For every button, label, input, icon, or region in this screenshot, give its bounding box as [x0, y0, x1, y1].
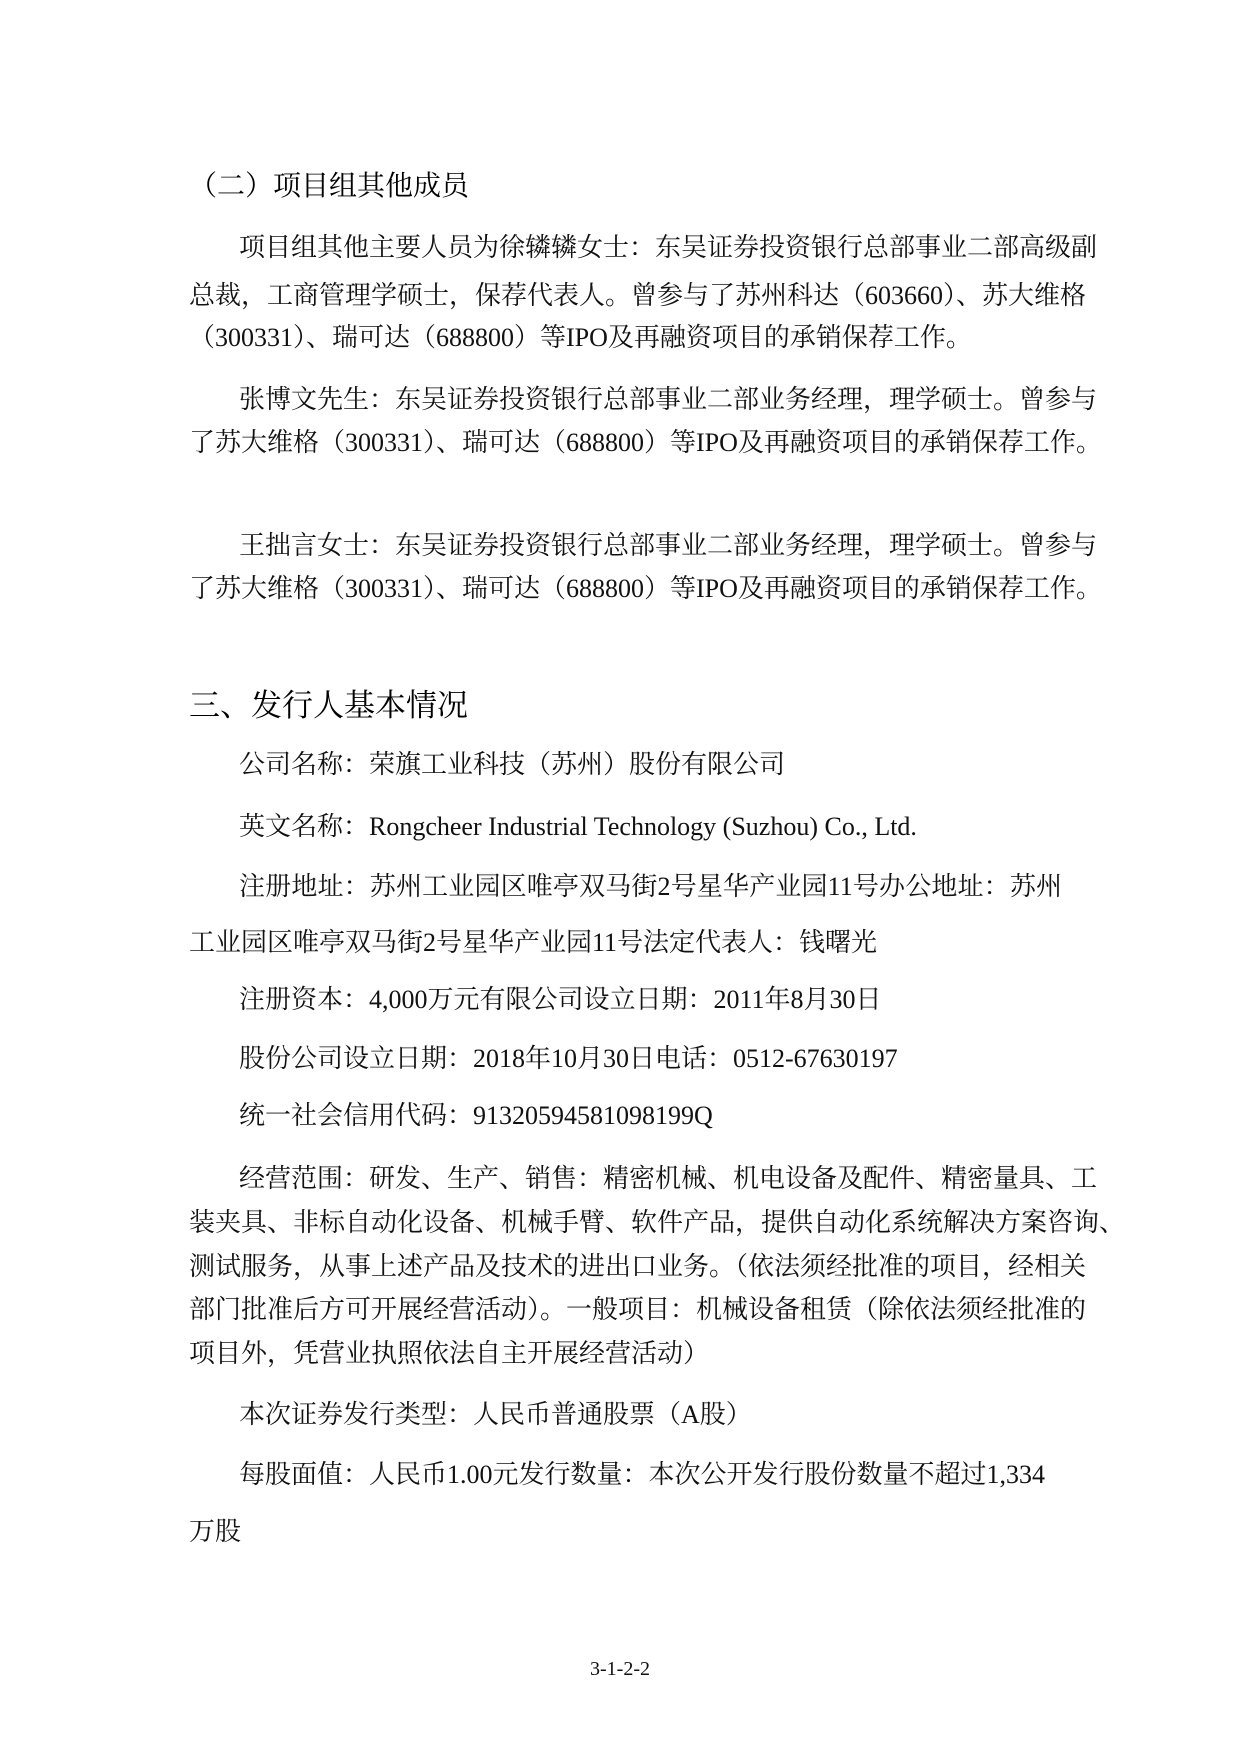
member-paragraph-line: （300331）、瑞可达（688800）等IPO及再融资项目的承销保荐工作。	[189, 323, 972, 352]
member-paragraph-line: 总裁，工商管理学硕士，保荐代表人。曾参与了苏州科达（603660）、苏大维格	[189, 281, 1087, 310]
page-number: 3-1-2-2	[590, 1658, 650, 1680]
section-heading-issuer-info: 三、发行人基本情况	[189, 688, 468, 724]
company-name: 公司名称：荣旗工业科技（苏州）股份有限公司	[239, 750, 786, 779]
credit-code: 统一社会信用代码：91320594581098199Q	[239, 1101, 713, 1130]
member-paragraph-line: 项目组其他主要人员为徐辚辚女士：东吴证券投资银行总部事业二部高级副	[239, 233, 1098, 262]
registered-capital: 注册资本：4,000万元有限公司设立日期：2011年8月30日	[239, 985, 882, 1014]
address-line: 工业园区唯亭双马街2号星华产业园11号法定代表人：钱曙光	[189, 928, 878, 957]
business-scope-line: 测试服务，从事上述产品及技术的进出口业务。（依法须经批准的项目，经相关	[189, 1252, 1087, 1281]
par-value-line: 每股面值：人民币1.00元发行数量：本次公开发行股份数量不超过1,334	[239, 1460, 1046, 1489]
business-scope-line: 装夹具、非标自动化设备、机械手臂、软件产品，提供自动化系统解决方案咨询、	[189, 1208, 1126, 1237]
member-paragraph-line: 张博文先生：东吴证券投资银行总部事业二部业务经理，理学硕士。曾参与	[239, 385, 1098, 414]
par-value-line: 万股	[189, 1517, 242, 1546]
section-heading-other-members: （二）项目组其他成员	[189, 169, 470, 202]
business-scope-line: 项目外，凭营业执照依法自主开展经营活动）	[189, 1339, 710, 1368]
address-line: 注册地址：苏州工业园区唯亭双马街2号星华产业园11号办公地址：苏州	[239, 872, 1062, 901]
share-company-date: 股份公司设立日期：2018年10月30日电话：0512-67630197	[239, 1044, 898, 1073]
member-paragraph-line: 王拙言女士：东吴证券投资银行总部事业二部业务经理，理学硕士。曾参与	[239, 531, 1098, 560]
member-paragraph-line: 了苏大维格（300331）、瑞可达（688800）等IPO及再融资项目的承销保荐工作。	[189, 428, 1102, 457]
issue-type: 本次证券发行类型：人民币普通股票（A股）	[239, 1400, 752, 1429]
english-name: 英文名称：Rongcheer Industrial Technology (Suzhou) Co., Ltd.	[239, 812, 917, 841]
member-paragraph-line: 了苏大维格（300331）、瑞可达（688800）等IPO及再融资项目的承销保荐工作。	[189, 574, 1102, 603]
business-scope-line: 经营范围：研发、生产、销售：精密机械、机电设备及配件、精密量具、工	[239, 1164, 1098, 1193]
business-scope-line: 部门批准后方可开展经营活动）。一般项目：机械设备租赁（除依法须经批准的	[189, 1295, 1087, 1324]
